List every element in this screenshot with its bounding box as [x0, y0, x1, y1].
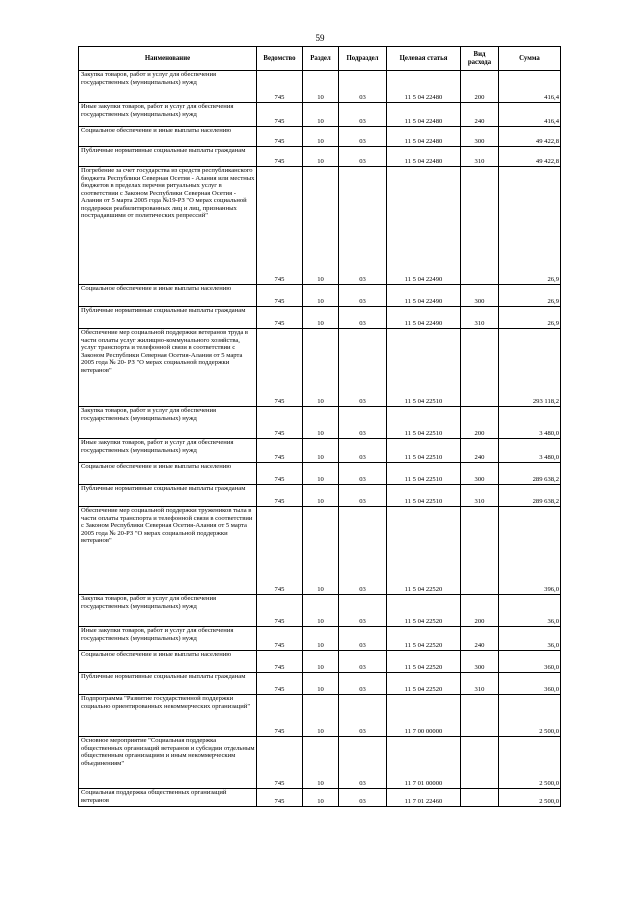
row-name: Основное мероприятие "Социальная поддержка общественных организаций ветеранов и субсидии отдельным общественным организациям и иным некоммерческим объединениям": [79, 737, 257, 789]
row-department: 745: [257, 329, 303, 407]
row-department: 745: [257, 695, 303, 737]
page-number: 59: [315, 33, 325, 43]
row-section: 10: [303, 463, 339, 485]
row-department: 745: [257, 167, 303, 285]
row-section: 10: [303, 103, 339, 127]
row-amount: 2 500,0: [499, 789, 561, 807]
row-section: 10: [303, 167, 339, 285]
row-subsection: 03: [339, 439, 387, 463]
row-expense-type: 200: [461, 71, 499, 103]
row-expense-type: 200: [461, 595, 499, 627]
row-section: 10: [303, 595, 339, 627]
row-name: Публичные нормативные социальные выплаты гражданам: [79, 147, 257, 167]
row-subsection: 03: [339, 285, 387, 307]
row-expense-type: 200: [461, 407, 499, 439]
table-row: [79, 147, 561, 167]
row-department: 745: [257, 595, 303, 627]
row-subsection: 03: [339, 507, 387, 595]
row-target: 11 5 04 22480: [387, 127, 461, 147]
row-department: 745: [257, 651, 303, 673]
row-department: 745: [257, 673, 303, 695]
row-name: Погребение за счет государства из средств республиканского бюджета Республики Северная Осетия - Алания или местных бюджетов в пределах перечня ритуальных услуг в соответствии с Законом Республики Северная Осетия - Алания от 5 марта 2005 года №19-РЗ "О мерах социальной поддержки реабилитированных лиц и лиц, признанных пострадавшими от политических репрессий": [79, 167, 257, 285]
row-section: 10: [303, 307, 339, 329]
row-section: 10: [303, 485, 339, 507]
row-subsection: 03: [339, 789, 387, 807]
row-department: 745: [257, 463, 303, 485]
row-section: 10: [303, 627, 339, 651]
row-expense-type: [461, 789, 499, 807]
row-amount: 360,0: [499, 673, 561, 695]
row-target: 11 5 04 22520: [387, 673, 461, 695]
row-expense-type: 240: [461, 439, 499, 463]
row-amount: 289 638,2: [499, 463, 561, 485]
row-section: 10: [303, 737, 339, 789]
row-target: 11 5 04 22520: [387, 651, 461, 673]
row-amount: 416,4: [499, 71, 561, 103]
row-amount: 3 480,0: [499, 407, 561, 439]
row-section: 10: [303, 71, 339, 103]
row-subsection: 03: [339, 167, 387, 285]
row-name: Иные закупки товаров, работ и услуг для обеспечения государственных (муниципальных) нужд: [79, 439, 257, 463]
row-subsection: 03: [339, 737, 387, 789]
row-target: 11 5 04 22480: [387, 103, 461, 127]
header-expense-type: Вид расхода: [461, 47, 499, 71]
row-department: 745: [257, 407, 303, 439]
row-section: 10: [303, 407, 339, 439]
row-amount: 26,9: [499, 167, 561, 285]
row-subsection: 03: [339, 147, 387, 167]
row-section: 10: [303, 507, 339, 595]
table-row: [79, 307, 561, 329]
row-amount: 289 638,2: [499, 485, 561, 507]
table-row: [79, 167, 561, 285]
row-name: Публичные нормативные социальные выплаты гражданам: [79, 307, 257, 329]
row-section: 10: [303, 673, 339, 695]
row-name: Социальное обеспечение и иные выплаты населению: [79, 127, 257, 147]
row-section: 10: [303, 695, 339, 737]
row-name: Закупка товаров, работ и услуг для обеспечения государственных (муниципальных) нужд: [79, 71, 257, 103]
table-row: [79, 789, 561, 807]
row-subsection: 03: [339, 307, 387, 329]
table-row: [79, 673, 561, 695]
row-name: Социальное обеспечение и иные выплаты населению: [79, 463, 257, 485]
row-subsection: 03: [339, 407, 387, 439]
row-target: 11 5 04 22510: [387, 329, 461, 407]
row-subsection: 03: [339, 463, 387, 485]
row-department: 745: [257, 439, 303, 463]
row-expense-type: 300: [461, 463, 499, 485]
row-target: 11 5 04 22520: [387, 627, 461, 651]
table-row: [79, 737, 561, 789]
row-department: 745: [257, 147, 303, 167]
table-row: [79, 103, 561, 127]
row-subsection: 03: [339, 103, 387, 127]
row-target: 11 5 04 22510: [387, 463, 461, 485]
header-name: Наименование: [79, 47, 257, 71]
row-amount: 396,0: [499, 507, 561, 595]
row-name: Социальная поддержка общественных организаций ветеранов: [79, 789, 257, 807]
row-target: 11 5 04 22480: [387, 71, 461, 103]
row-amount: 49 422,8: [499, 127, 561, 147]
row-amount: 36,0: [499, 627, 561, 651]
row-name: Иные закупки товаров, работ и услуг для обеспечения государственных (муниципальных) нужд: [79, 103, 257, 127]
row-section: 10: [303, 789, 339, 807]
table-row: [79, 329, 561, 407]
row-amount: 360,0: [499, 651, 561, 673]
row-expense-type: [461, 507, 499, 595]
row-department: 745: [257, 789, 303, 807]
row-target: 11 5 04 22520: [387, 507, 461, 595]
row-department: 745: [257, 737, 303, 789]
row-subsection: 03: [339, 627, 387, 651]
row-expense-type: 240: [461, 103, 499, 127]
row-subsection: 03: [339, 127, 387, 147]
row-expense-type: 300: [461, 285, 499, 307]
table-header-row: [79, 47, 561, 71]
row-expense-type: 300: [461, 127, 499, 147]
row-department: 745: [257, 507, 303, 595]
row-section: 10: [303, 651, 339, 673]
row-target: 11 5 04 22510: [387, 407, 461, 439]
row-target: 11 5 04 22490: [387, 307, 461, 329]
row-name: Обеспечение мер социальной поддержки тружеников тыла в части оплаты транспорта и телефонной связи в соответствии с Законом Республики Северная Осетия-Алания от 5 марта 2005 года № 20-РЗ "О мерах социальной поддержки ветеранов": [79, 507, 257, 595]
header-target: Целевая статья: [387, 47, 461, 71]
row-subsection: 03: [339, 673, 387, 695]
row-target: 11 5 04 22480: [387, 147, 461, 167]
header-subsection: Подраздел: [339, 47, 387, 71]
table-row: [79, 485, 561, 507]
row-subsection: 03: [339, 485, 387, 507]
table-row: [79, 595, 561, 627]
row-department: 745: [257, 127, 303, 147]
row-subsection: 03: [339, 695, 387, 737]
row-expense-type: 310: [461, 307, 499, 329]
row-target: 11 7 01 00000: [387, 737, 461, 789]
row-expense-type: 310: [461, 147, 499, 167]
row-amount: 49 422,8: [499, 147, 561, 167]
row-section: 10: [303, 439, 339, 463]
row-department: 745: [257, 71, 303, 103]
row-name: Социальное обеспечение и иные выплаты населению: [79, 651, 257, 673]
table-row: [79, 627, 561, 651]
row-department: 745: [257, 103, 303, 127]
table-row: [79, 127, 561, 147]
row-expense-type: [461, 329, 499, 407]
row-name: Закупка товаров, работ и услуг для обеспечения государственных (муниципальных) нужд: [79, 595, 257, 627]
row-amount: 26,9: [499, 307, 561, 329]
row-name: Закупка товаров, работ и услуг для обеспечения государственных (муниципальных) нужд: [79, 407, 257, 439]
row-target: 11 5 04 22490: [387, 285, 461, 307]
row-section: 10: [303, 127, 339, 147]
row-subsection: 03: [339, 595, 387, 627]
row-target: 11 5 04 22520: [387, 595, 461, 627]
table-row: [79, 695, 561, 737]
row-section: 10: [303, 147, 339, 167]
row-amount: 293 118,2: [499, 329, 561, 407]
row-subsection: 03: [339, 329, 387, 407]
table-row: [79, 71, 561, 103]
row-expense-type: [461, 167, 499, 285]
row-department: 745: [257, 485, 303, 507]
row-name: Публичные нормативные социальные выплаты гражданам: [79, 485, 257, 507]
budget-table: [78, 46, 561, 807]
table-row: [79, 285, 561, 307]
table-body: [79, 71, 561, 807]
row-subsection: 03: [339, 651, 387, 673]
row-target: 11 5 04 22510: [387, 485, 461, 507]
row-target: 11 5 04 22490: [387, 167, 461, 285]
table-row: [79, 439, 561, 463]
row-section: 10: [303, 329, 339, 407]
row-amount: 36,0: [499, 595, 561, 627]
row-department: 745: [257, 285, 303, 307]
header-department: Ведомство: [257, 47, 303, 71]
table-row: [79, 507, 561, 595]
row-amount: 2 500,0: [499, 737, 561, 789]
table-row: [79, 463, 561, 485]
row-target: 11 7 00 00000: [387, 695, 461, 737]
row-section: 10: [303, 285, 339, 307]
row-expense-type: [461, 695, 499, 737]
table-row: [79, 407, 561, 439]
table-row: [79, 651, 561, 673]
row-expense-type: 310: [461, 485, 499, 507]
row-name: Социальное обеспечение и иные выплаты населению: [79, 285, 257, 307]
header-amount: Сумма: [499, 47, 561, 71]
row-department: 745: [257, 307, 303, 329]
row-amount: 416,4: [499, 103, 561, 127]
row-target: 11 5 04 22510: [387, 439, 461, 463]
row-expense-type: 310: [461, 673, 499, 695]
row-amount: 2 500,0: [499, 695, 561, 737]
row-subsection: 03: [339, 71, 387, 103]
row-name: Обеспечение мер социальной поддержки ветеранов труда в части оплаты услуг жилищно-коммунального хозяйства, услуг транспорта и телефонной связи в соответствии с Законом Республики Северная Осетия-Алания от 5 марта 2005 года № 20- РЗ "О мерах социальной поддержки ветеранов": [79, 329, 257, 407]
row-name: Иные закупки товаров, работ и услуг для обеспечения государственных (муниципальных) нужд: [79, 627, 257, 651]
row-department: 745: [257, 627, 303, 651]
row-name: Публичные нормативные социальные выплаты гражданам: [79, 673, 257, 695]
row-amount: 3 480,0: [499, 439, 561, 463]
row-amount: 26,9: [499, 285, 561, 307]
row-name: Подпрограмма "Развитие государственной поддержки социально ориентированных некоммерческих организаций": [79, 695, 257, 737]
row-expense-type: 300: [461, 651, 499, 673]
row-expense-type: [461, 737, 499, 789]
header-section: Раздел: [303, 47, 339, 71]
row-target: 11 7 01 22460: [387, 789, 461, 807]
row-expense-type: 240: [461, 627, 499, 651]
